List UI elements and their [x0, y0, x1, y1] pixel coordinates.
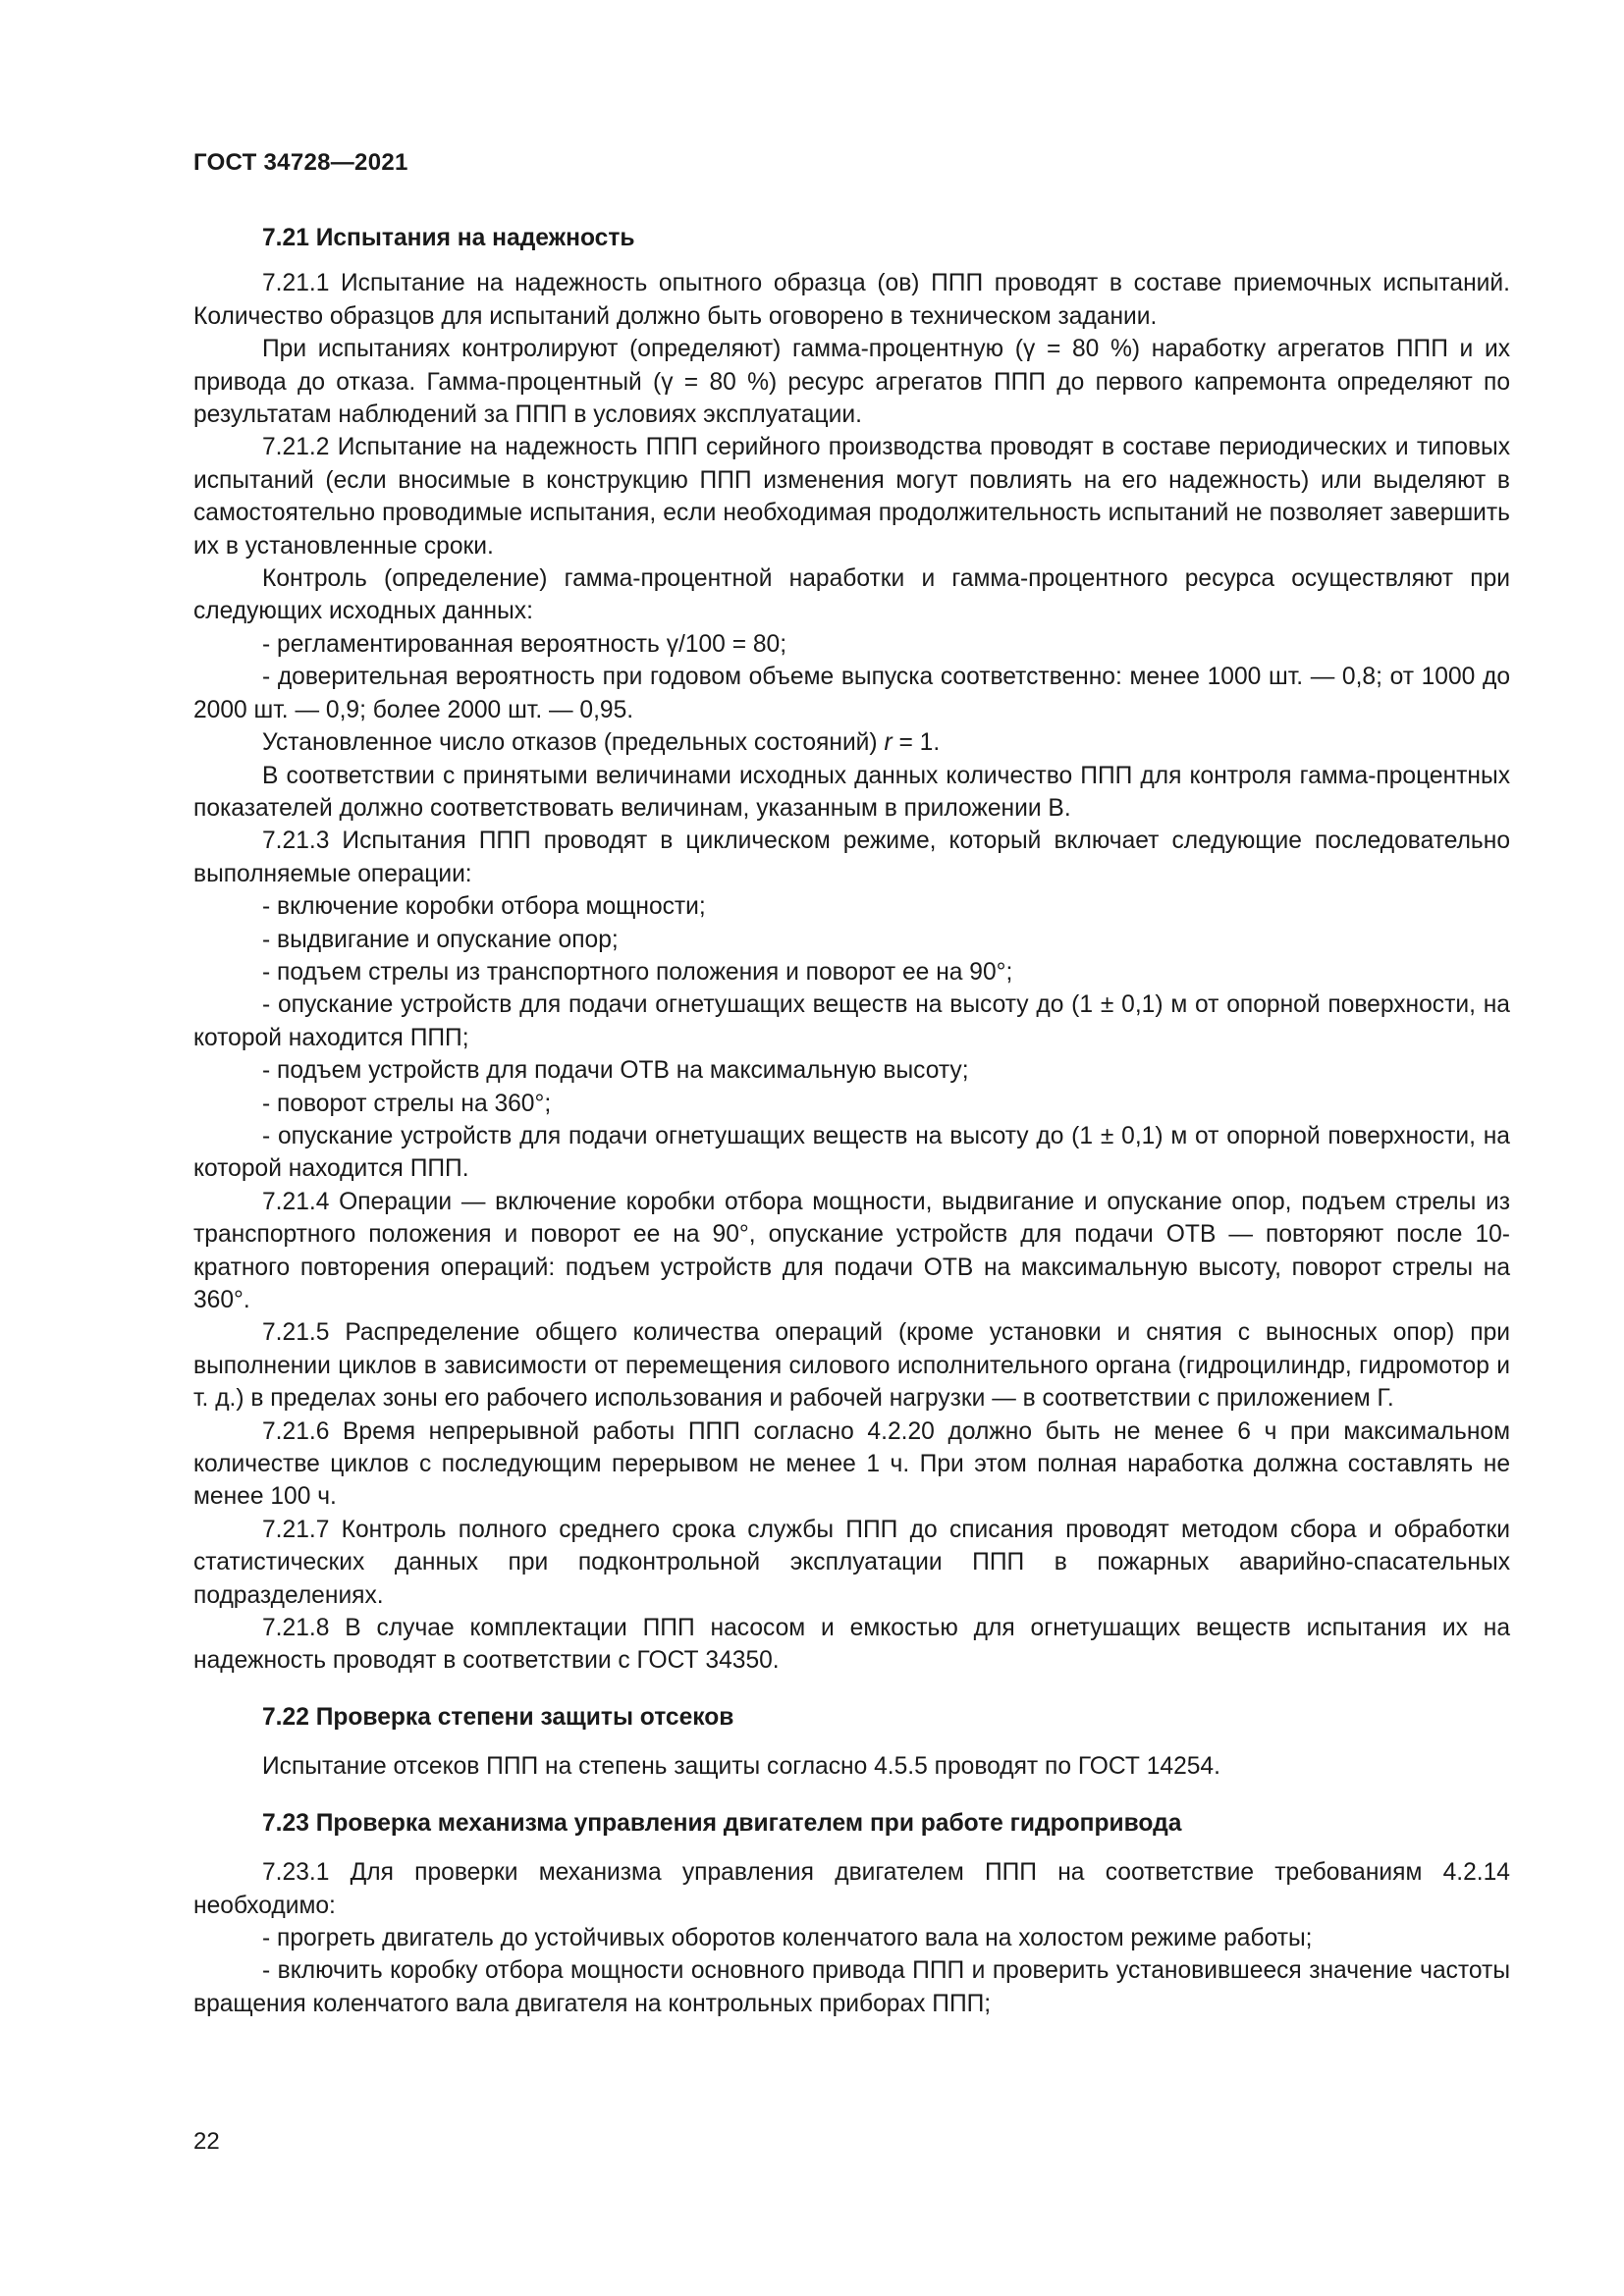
paragraph-7-21-1: 7.21.1 Испытание на надежность опытного образца (ов) ППП проводят в составе приемочных испытаний. Количество образцов для испытаний должно быть оговорено в техническом задании.: [193, 270, 1510, 330]
section-heading-7-23: 7.23 Проверка механизма управления двигателем при работе гидропривода: [262, 1809, 1182, 1837]
paragraph-failure-count: [193, 726, 1510, 759]
paragraph-7-21-8: 7.21.8 В случае комплектации ППП насосом и емкостью для огнетушащих веществ испытания их на надежность проводят в соответствии с ГОСТ 34350.: [193, 1615, 1510, 1675]
document-code-header: ГОСТ 34728—2021: [193, 149, 408, 176]
paragraph-7-21-3: 7.21.3 Испытания ППП проводят в циклическом режиме, который включает следующие последовательно выполняемые операции:: [193, 828, 1510, 887]
list-item: - прогреть двигатель до устойчивых оборотов коленчатого вала на холостом режиме работы;: [262, 1924, 1313, 1951]
paragraph-7-23-1: 7.23.1 Для проверки механизма управления двигателем ППП на соответствие требованиям 4.2.14 необходимо:: [193, 1859, 1510, 1919]
section-heading-7-22: 7.22 Проверка степени защиты отсеков: [262, 1703, 734, 1731]
paragraph-7-21-7: 7.21.7 Контроль полного среднего срока службы ППП до списания проводят методом сбора и обработки статистических данных при подконтрольной эксплуатации ППП в пожарных аварийно-спасательных подразделениях.: [193, 1516, 1510, 1609]
failure-count-value: = 1.: [892, 729, 941, 757]
list-item: - включить коробку отбора мощности основного привода ППП и проверить установившееся значение частоты вращения коленчатого вала двигателя на контрольных приборах ППП;: [193, 1957, 1510, 2017]
failure-count-variable: r: [884, 729, 893, 757]
list-item: - опускание устройств для подачи огнетушащих веществ на высоту до (1 ± 0,1) м от опорной поверхности, на которой находится ППП;: [193, 991, 1510, 1051]
paragraph-sample-size: В соответствии с принятыми величинами исходных данных количество ППП для контроля гамма-процентных показателей должно соответствовать величинам, указанным в приложении В.: [193, 762, 1510, 822]
paragraph-control-definition: Контроль (определение) гамма-процентной наработки и гамма-процентного ресурса осуществляют при следующих исходных данных:: [193, 565, 1510, 625]
paragraph-7-21-4: 7.21.4 Операции — включение коробки отбора мощности, выдвигание и опускание опор, подъем стрелы из транспортного положения и поворот ее на 90°, опускание устройств для подачи ОТВ — повторяют после 10-кратного повторения операций: подъем устройств для подачи ОТВ на максимальную высоту, поворот стрелы на 360°.: [193, 1188, 1510, 1313]
list-item: - регламентированная вероятность γ/100 = 80;: [262, 630, 787, 658]
page-number: 22: [193, 2128, 220, 2155]
paragraph-7-21-2: 7.21.2 Испытание на надежность ППП серийного производства проводят в составе периодических и типовых испытаний (если вносимые в конструкцию ППП изменения могут повлиять на его надежность) или выделяют в самостоятельно проводимые испытания, если необходимая продолжительность испытаний не позволяет завершить их в установленные сроки.: [193, 434, 1510, 560]
list-item: - подъем устройств для подачи ОТВ на максимальную высоту;: [262, 1057, 969, 1085]
paragraph-gamma-percent: При испытаниях контролируют (определяют) гамма-процентную (γ = 80 %) наработку агрегатов ППП и их привода до отказа. Гамма-процентный (γ = 80 %) ресурс агрегатов ППП до первого капремонта определяют по результатам наблюдений за ППП в условиях эксплуатации.: [193, 336, 1510, 429]
list-item: - выдвигание и опускание опор;: [262, 926, 619, 953]
list-item: - поворот стрелы на 360°;: [262, 1090, 552, 1117]
list-item: - включение коробки отбора мощности;: [262, 893, 706, 921]
failure-count-text: Установленное число отказов (предельных состояний): [262, 729, 885, 757]
list-item: - опускание устройств для подачи огнетушащих веществ на высоту до (1 ± 0,1) м от опорной поверхности, на которой находится ППП.: [193, 1122, 1510, 1183]
list-item: - доверительная вероятность при годовом объеме выпуска соответственно: менее 1000 шт. — 0,8; от 1000 до 2000 шт. — 0,9; более 2000 шт. — 0,95.: [193, 664, 1510, 723]
section-heading-7-21: 7.21 Испытания на надежность: [262, 225, 635, 251]
paragraph-7-21-5: 7.21.5 Распределение общего количества операций (кроме установки и снятия с выносных опор) при выполнении циклов в зависимости от перемещения силового исполнительного органа (гидроцилиндр, гидромотор и т. д.) в пределах зоны его рабочего использования и рабочей нагрузки — в соответствии с приложением Г.: [193, 1319, 1510, 1413]
page-content: [193, 222, 1510, 2020]
list-item: - подъем стрелы из транспортного положения и поворот ее на 90°;: [262, 958, 1013, 986]
paragraph-7-21-6: 7.21.6 Время непрерывной работы ППП согласно 4.2.20 должно быть не менее 6 ч при максимальном количестве циклов с последующим перерывом не менее 1 ч. При этом полная наработка должна составлять не менее 100 ч.: [193, 1417, 1510, 1511]
paragraph-7-22: Испытание отсеков ППП на степень защиты согласно 4.5.5 проводят по ГОСТ 14254.: [262, 1753, 1220, 1781]
